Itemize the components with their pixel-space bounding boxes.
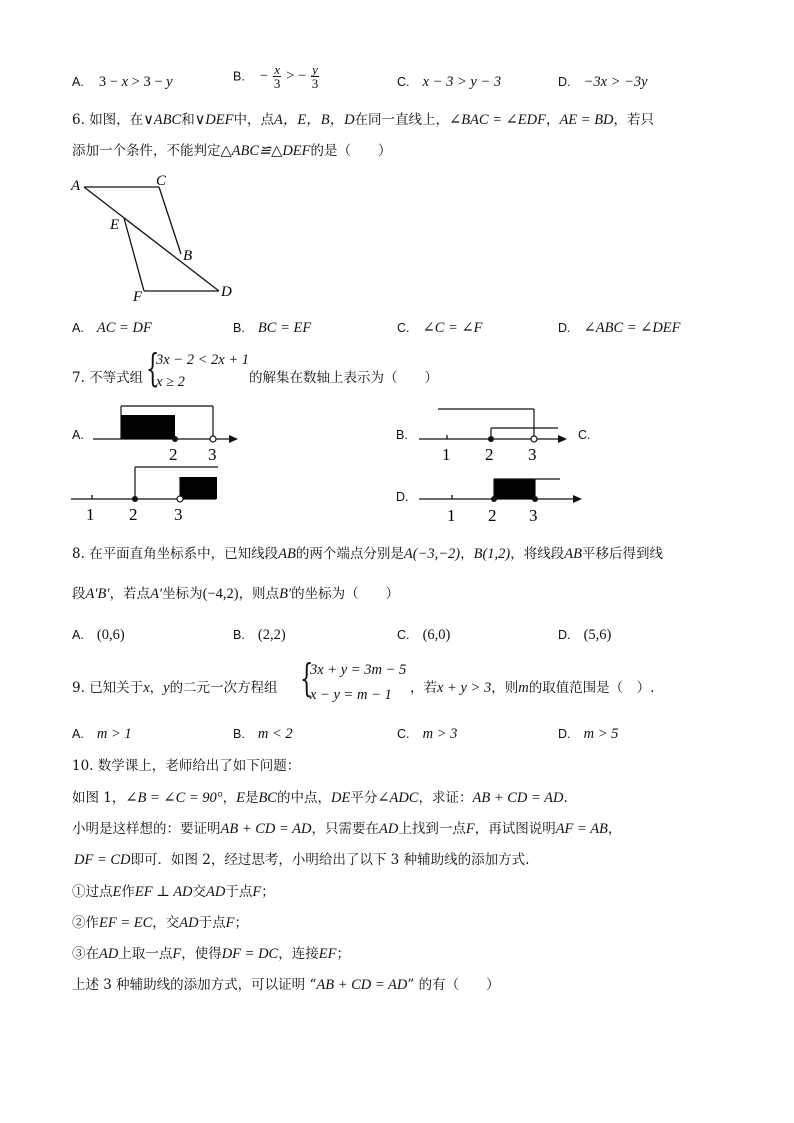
solid-point	[532, 496, 538, 502]
tick-label: 2	[169, 445, 178, 464]
label-e: E	[110, 217, 120, 233]
q9-stem-b: ，若x + y > 3，则m的取值范围是（ ）.	[410, 680, 655, 696]
q7-ineq1: 3x − 2 < 2x + 1	[156, 352, 249, 368]
q9-eq1: 3x + y = 3m − 5	[310, 662, 407, 678]
tick-label: 2	[488, 506, 497, 525]
solid-point	[488, 436, 494, 442]
solution-shading	[121, 415, 175, 439]
q9-stem-a: 9. 已知关于x，y的二元一次方程组	[72, 680, 278, 696]
q6-stem-line1: 6. 如图，在∨ABC和∨DEF中，点A，E，B，D在同一直线上，∠BAC = ∠EDF，AE = BD，若只	[72, 112, 655, 128]
q7-option-b-numberline[interactable]	[414, 402, 574, 464]
q10-method-2: ②作EF = EC，交AD于点F；	[72, 915, 248, 931]
q10-line3: 小明是这样想的：要证明AB + CD = AD，只需要在AD上找到一点F，再试图说明AF = AB，	[72, 821, 622, 837]
q5-option-b[interactable]: B. − $\frac{x}{3}$ > − $\frac{y}{3}$	[233, 62, 319, 91]
q5-option-d[interactable]: D. −3x > −3y	[558, 74, 648, 90]
tick-label: 3	[528, 445, 537, 464]
arrow-right-icon	[229, 435, 238, 443]
tick-label: 1	[86, 505, 95, 524]
q10-question: 上述 3 种辅助线的添加方式，可以证明 “AB + CD = AD” 的有（ ）	[72, 977, 500, 993]
solid-point	[172, 436, 178, 442]
brace-icon: {	[146, 346, 160, 390]
q6-option-a[interactable]: A. AC = DF	[72, 320, 152, 336]
tick-label: 3	[174, 505, 183, 524]
q7-stem-suffix: 的解集在数轴上表示为（ ）	[249, 370, 438, 386]
solid-point	[491, 496, 497, 502]
label-d: D	[221, 284, 232, 300]
label-c: C	[156, 173, 167, 189]
q7-option-a-letter[interactable]: A.	[72, 428, 84, 442]
q9-option-d[interactable]: D. m > 5	[558, 726, 619, 742]
q9-option-a[interactable]: A. m > 1	[72, 726, 132, 742]
hollow-point	[177, 496, 183, 502]
tick-label: 3	[529, 506, 538, 525]
segment-cb	[159, 187, 181, 254]
q9-option-b[interactable]: B. m < 2	[233, 726, 293, 742]
q10-line4: DF = CD即可．如图 2，经过思考，小明给出了以下 3 种辅助线的添加方式.	[74, 852, 530, 868]
q7-option-d-numberline[interactable]	[414, 466, 589, 528]
tick-label: 2	[129, 505, 138, 524]
q8-option-c[interactable]: C. (6,0)	[397, 627, 451, 643]
q8-stem-line1: 8. 在平面直角坐标系中，已知线段AB的两个端点分别是A(−3,−2)，B(1,2)，将线段AB平移后得到线	[72, 546, 663, 562]
arrow-right-icon	[558, 435, 567, 443]
hollow-point	[531, 436, 537, 442]
q7-option-c-letter[interactable]: C.	[578, 428, 591, 442]
q8-option-a[interactable]: A. (0,6)	[72, 627, 125, 643]
segment-ef	[124, 218, 144, 291]
tick-label: 2	[485, 445, 494, 464]
q7-option-a-numberline[interactable]	[88, 402, 243, 464]
q9-option-c[interactable]: C. m > 3	[397, 726, 458, 742]
fraction-y-over-3: $\frac{y}{3}$	[311, 62, 319, 91]
tick-label: 1	[447, 506, 456, 525]
fraction-x-over-3: $\frac{x}{3}$	[273, 62, 281, 91]
q10-line2: 如图 1，∠B = ∠C = 90°，E是BC的中点，DE平分∠ADC，求证：AB + CD = AD.	[72, 790, 568, 806]
q6-figure	[66, 170, 246, 305]
label-b: B	[183, 248, 193, 264]
q10-intro: 10. 数学课上，老师给出了如下问题：	[72, 758, 301, 774]
q10-method-3: ③在AD上取一点F，使得DF = DC，连接EF；	[72, 946, 350, 962]
q7-stem-prefix: 7. 不等式组	[72, 370, 144, 386]
label-a: A	[71, 178, 81, 194]
solid-point	[132, 496, 138, 502]
line-ad	[84, 187, 219, 291]
hollow-point	[210, 436, 216, 442]
q8-option-b[interactable]: B. (2,2)	[233, 627, 286, 643]
label-f: F	[133, 289, 143, 305]
q10-method-1: ①过点E作EF ⊥ AD交AD于点F；	[72, 884, 275, 900]
q6-option-b[interactable]: B. BC = EF	[233, 320, 312, 336]
q8-option-d[interactable]: D. (5,6)	[558, 627, 612, 643]
arrow-right-icon	[573, 495, 582, 503]
tick-label: 3	[208, 445, 217, 464]
solution-shading	[494, 479, 535, 499]
q7-option-c-numberline[interactable]	[66, 464, 226, 526]
q5-option-c[interactable]: C. x − 3 > y − 3	[397, 74, 502, 90]
q6-stem-line2: 添加一个条件，不能判定△ABC≌△DEF的是（ ）	[72, 143, 392, 159]
tick-label: 1	[442, 445, 451, 464]
q7-ineq2: x ≥ 2	[156, 374, 185, 390]
q6-option-d[interactable]: D. ∠ABC = ∠DEF	[558, 320, 681, 336]
brace-icon: {	[300, 656, 314, 700]
solution-shading	[180, 477, 217, 499]
q8-stem-line2: 段A′B′，若点A′坐标为(−4,2)，则点B′的坐标为（ ）	[72, 586, 400, 602]
q5-option-a[interactable]: A. 3 − x > 3 − y	[72, 74, 173, 90]
q7-option-d-letter[interactable]: D.	[396, 490, 409, 504]
q7-option-b-letter[interactable]: B.	[396, 428, 408, 442]
q9-eq2: x − y = m − 1	[310, 687, 392, 703]
q6-option-c[interactable]: C. ∠C = ∠F	[397, 320, 483, 336]
